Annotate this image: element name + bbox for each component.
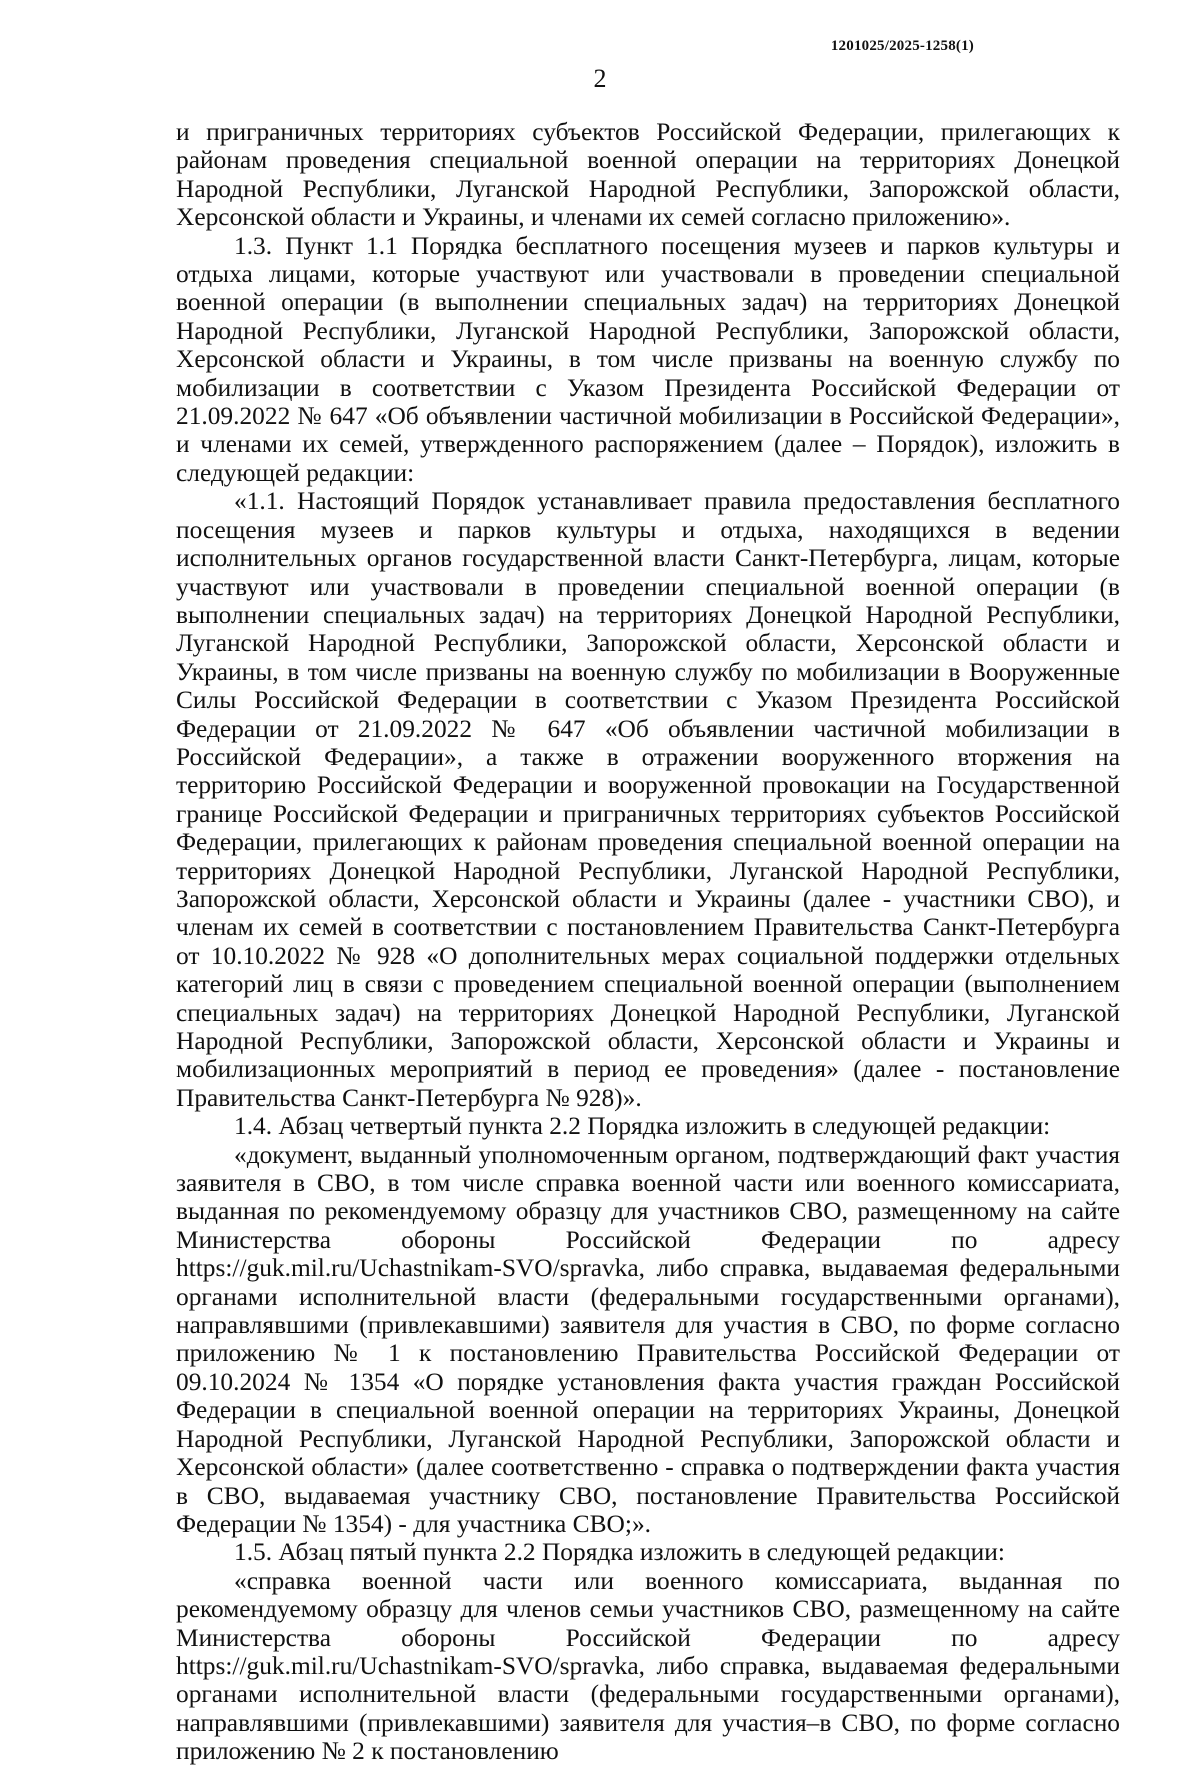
paragraph-quoted-document: «документ, выданный уполномоченным органом, подтверждающий факт участия заявителя в СВО, в том числе справка военной части или военного комиссариата, выданная по рекомендуемому образцу для участников СВО, размещенному на сайте Министерства обороны Российской Федерации по адресу https://guk.mil.ru/Uchastnikam-SVO/spravka, либо справка, выдаваемая федеральными органами исполнительной власти (федеральными государственными органами), направлявшими (привлекавшими) заявителя для участия в СВО, по форме согласно приложению № 1 к постановлению Правительства Российской Федерации от 09.10.2024 № 1354 «О порядке установления факта участия граждан Российской Федерации в специальной военной операции на территориях Украины, Донецкой Народной Республики, Луганской Народной Республики, Запорожской области и Херсонской области» (далее соответственно - справка о подтверждении факта участия в СВО, выдаваемая участнику СВО, постановление Правительства Российской Федерации № 1354) - для участника СВО;». bbox=[176, 1140, 1120, 1538]
document-body bbox=[176, 118, 1120, 1766]
paragraph-item-1-3: 1.3. Пункт 1.1 Порядка бесплатного посещения музеев и парков культуры и отдыха лицами, которые участвуют или участвовали в проведении специальной военной операции (в выполнении специальных задач) на территориях Донецкой Народной Республики, Луганской Народной Республики, Запорожской области, Херсонской области и Украины, в том числе призваны на военную службу по мобилизации в соответствии с Указом Президента Российской Федерации от 21.09.2022 № 647 «Об объявлении частичной мобилизации в Российской Федерации», и членами их семей, утвержденного распоряжением (далее – Порядок), изложить в следующей редакции: bbox=[176, 231, 1120, 487]
page-number: 2 bbox=[593, 64, 607, 93]
paragraph-quoted-1-1: «1.1. Настоящий Порядок устанавливает правила предоставления бесплатного посещения музеев и парков культуры и отдыха, находящихся в ведении исполнительных органов государственной власти Санкт-Петербурга, лицам, которые участвуют или участвовали в проведении специальной военной операции (в выполнении специальных задач) на территориях Донецкой Народной Республики, Луганской Народной Республики, Запорожской области, Херсонской области и Украины, в том числе призваны на военную службу по мобилизации в Вооруженные Силы Российской Федерации в соответствии с Указом Президента Российской Федерации от 21.09.2022 № 647 «Об объявлении частичной мобилизации в Российской Федерации», а также в отражении вооруженного вторжения на территорию Российской Федерации и вооруженной провокации на Государственной границе Российской Федерации и приграничных территориях субъектов Российской Федерации, прилегающих к районам проведения специальной военной операции на территориях Донецкой Народной Республики, Луганской Народной Республики, Запорожской области, Херсонской области и Украины (далее - участники СВО), и членам их семей в соответствии с постановлением Правительства Санкт-Петербурга от 10.10.2022 № 928 «О дополнительных мерах социальной поддержки отдельных категорий лиц в связи с проведением специальной военной операции (выполнением специальных задач) на территориях Донецкой Народной Республики, Луганской Народной Республики, Запорожской области, Херсонской области и Украины и мобилизационных мероприятий в период ее проведения» (далее - постановление Правительства Санкт-Петербурга № 928)». bbox=[176, 487, 1120, 1112]
paragraph-continuation: и приграничных территориях субъектов Российской Федерации, прилегающих к районам проведения специальной военной операции на территориях Донецкой Народной Республики, Луганской Народной Республики, Запорожской области, Херсонской области и Украины, и членами их семей согласно приложению». bbox=[176, 118, 1120, 232]
paragraph-quoted-certificate: «справка военной части или военного комиссариата, выданная по рекомендуемому образцу для членов семьи участников СВО, размещенному на сайте Министерства обороны Российской Федерации по адресу https://guk.mil.ru/Uchastnikam-SVO/spravka, либо справка, выдаваемая федеральными органами исполнительной власти (федеральными государственными органами), направлявшими (привлекавшими) заявителя для участия–в СВО, по форме согласно приложению № 2 к постановлению bbox=[176, 1566, 1120, 1766]
paragraph-item-1-5: 1.5. Абзац пятый пункта 2.2 Порядка изложить в следующей редакции: bbox=[234, 1538, 1005, 1567]
paragraph-item-1-4: 1.4. Абзац четвертый пункта 2.2 Порядка изложить в следующей редакции: bbox=[234, 1112, 1051, 1141]
document-registration-number: 1201025/2025-1258(1) bbox=[830, 38, 974, 54]
